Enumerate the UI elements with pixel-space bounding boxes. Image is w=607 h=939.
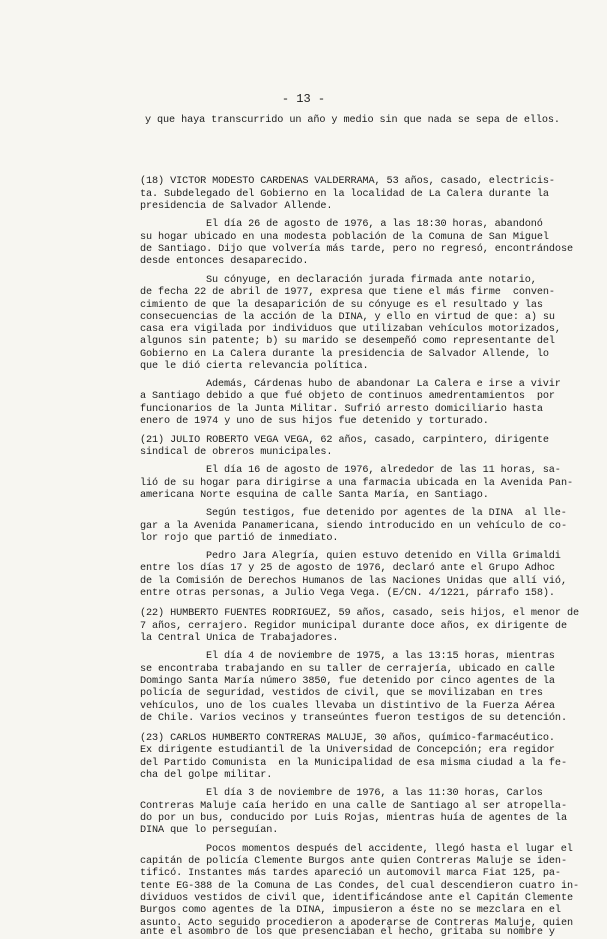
text-line: Ex dirigente estudiantil de la Universidad de Concepción; era regidor: [140, 745, 555, 756]
text-line: de Chile. Varios vecinos y transeúntes fueron testigos de su detención.: [140, 713, 567, 724]
text-line: 7 años, cerrajero. Regidor municipal durante doce años, ex dirigente de: [140, 621, 567, 632]
text-line: del Partido Comunista en la Municipalidad de esa misma ciudad a la fe-: [140, 758, 567, 769]
text-line: ante el asombro de los que presenciaban el hecho, gritaba su nombre y: [140, 927, 555, 938]
text-line: (18) VICTOR MODESTO CARDENAS VALDERRAMA, 53 años, casado, electricis-: [140, 176, 555, 187]
text-line: Burgos como agentes de la DINA, impusieron a éste no se mezclara en el: [140, 905, 561, 916]
text-line: dividuos vestidos de civil que, identificándose ante el Capitán Clemente: [140, 893, 573, 904]
text-line: tente EG-388 de la Comuna de Las Condes, del cual descendieron cuatro in-: [140, 881, 579, 892]
text-line: cha del golpe militar.: [140, 770, 273, 781]
text-line: asunto. Acto seguido procedieron a apoderarse de Contreras Maluje, quien: [140, 918, 573, 929]
text-line: entre otras personas, a Julio Vega Vega. (E/CN. 4/1221, párrafo 158).: [140, 588, 555, 599]
text-line: cimiento de que la desaparición de su cónyuge es el resultado y las: [140, 300, 543, 311]
text-line: do por un bus, conducido por Luis Rojas, mientras huía de agentes de la: [140, 813, 567, 824]
text-line: policía de seguridad, vestidos de civil, que se movilizaban en tres: [140, 688, 543, 699]
text-line: tificó. Instantes más tardes apareció un automovil marca Fiat 125, pa-: [140, 868, 561, 879]
text-line: casa era vigilada por individuos que utilizaban vehículos motorizados,: [140, 324, 561, 335]
text-line: desde entonces desaparecido.: [140, 256, 309, 267]
text-line: capitán de policía Clemente Burgos ante quien Contreras Maluje se iden-: [140, 856, 567, 867]
text-line: la Central Unica de Trabajadores.: [140, 633, 339, 644]
text-line: El día 16 de agosto de 1976, alrededor de las 11 horas, sa-: [206, 465, 561, 476]
text-line: Gobierno en La Calera durante la presidencia de Salvador Allende, lo: [140, 349, 549, 360]
text-line: enero de 1974 y uno de sus hijos fue detenido y torturado.: [140, 416, 489, 427]
text-line: entre los días 17 y 25 de agosto de 1976, declaró ante el Grupo Adhoc: [140, 563, 555, 574]
text-line: Su cónyuge, en declaración jurada firmada ante notario,: [206, 275, 537, 286]
text-line: ta. Subdelegado del Gobierno en la localidad de La Calera durante la: [140, 189, 549, 200]
text-line: presidencia de Salvador Allende.: [140, 201, 333, 212]
text-line: que le dió cierta relevancia política.: [140, 361, 369, 372]
text-line: El día 26 de agosto de 1976, a las 18:30 horas, abandonó: [206, 219, 543, 230]
text-line: Además, Cárdenas hubo de abandonar La Calera e irse a vivir: [206, 379, 561, 390]
text-line: Pedro Jara Alegría, quien estuvo detenido en Villa Grimaldi: [206, 551, 561, 562]
text-line: lor rojo que partió de inmediato.: [140, 533, 339, 544]
text-line: Según testigos, fue detenido por agentes de la DINA al lle-: [206, 508, 567, 519]
text-line: (21) JULIO ROBERTO VEGA VEGA, 62 años, casado, carpintero, dirigente: [140, 435, 549, 446]
text-line: Pocos momentos después del accidente, llegó hasta el lugar el: [206, 844, 573, 855]
text-line: de la Comisión de Derechos Humanos de las Naciones Unidas que allí vió,: [140, 576, 567, 587]
text-line: (22) HUMBERTO FUENTES RODRIGUEZ, 59 años, casado, seis hijos, el menor de: [140, 608, 579, 619]
text-line: a Santiago debido a que fué objeto de continuos amedrentamientos por: [140, 391, 555, 402]
text-line: consecuencias de la acción de la DINA, y ello en virtud de que: a) su: [140, 312, 555, 323]
text-line: lió de su hogar para dirigirse a una farmacia ubicada en la Avenida Pan-: [140, 478, 573, 489]
text-line: se encontraba trabajando en su taller de cerrajería, ubicado en calle: [140, 664, 555, 675]
text-line: y que haya transcurrido un año y medio sin que nada se sepa de ellos.: [145, 115, 560, 126]
text-line: americana Norte esquina de calle Santa María, en Santiago.: [140, 490, 489, 501]
text-line: El día 3 de noviembre de 1976, a las 11:30 horas, Carlos: [206, 788, 543, 799]
text-line: funcionarios de la Junta Militar. Sufrió arresto domiciliario hasta: [140, 404, 543, 415]
page-number: - 13 -: [281, 92, 326, 106]
text-line: DINA que lo perseguían.: [140, 825, 279, 836]
text-line: sindical de obreros municipales.: [140, 447, 333, 458]
text-line: Domingo Santa María número 3850, fue detenido por cinco agentes de la: [140, 676, 555, 687]
text-line: su hogar ubicado en una modesta población de la Comuna de San Miguel: [140, 232, 549, 243]
text-line: de fecha 22 de abril de 1977, expresa que tiene el más firme conven-: [140, 287, 555, 298]
text-line: algunos sin patente; b) su marido se desempeñó como representante del: [140, 336, 555, 347]
text-line: gar a la Avenida Panamericana, siendo introducido en un vehículo de co-: [140, 521, 567, 532]
text-line: de Santiago. Dijo que volvería más tarde, pero no regresó, encontrándose: [140, 244, 573, 255]
text-line: Contreras Maluje caía herido en una calle de Santiago al ser atropella-: [140, 801, 567, 812]
text-line: vehículos, uno de los cuales llevaba un distintivo de la Fuerza Aérea: [140, 701, 555, 712]
text-line: (23) CARLOS HUMBERTO CONTRERAS MALUJE, 30 años, químico-farmacéutico.: [140, 733, 555, 744]
text-line: El día 4 de noviembre de 1975, a las 13:15 horas, mientras: [206, 651, 555, 662]
